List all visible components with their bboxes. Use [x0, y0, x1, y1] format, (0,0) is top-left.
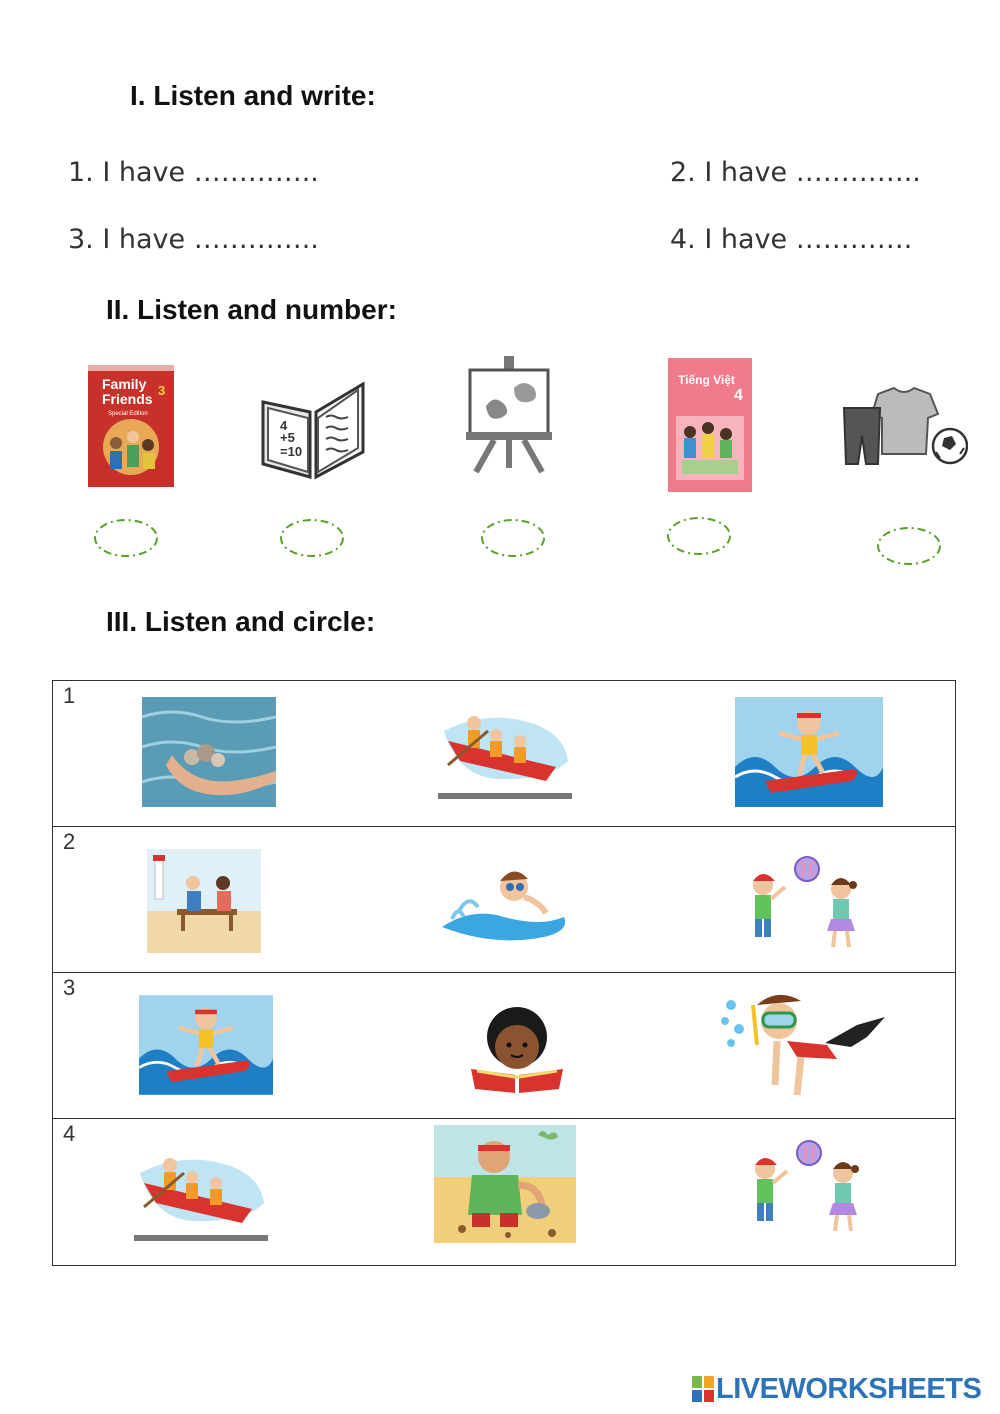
write-line-3[interactable]: 3. I have ………….. [68, 224, 319, 255]
write-line-4[interactable]: 4. I have …………. [670, 224, 913, 255]
math-book-icon [258, 372, 368, 482]
svg-text:4: 4 [734, 387, 743, 404]
table-row [53, 973, 955, 1119]
kids-playing-ball[interactable] [743, 1135, 875, 1241]
canoe-family[interactable] [134, 1137, 268, 1243]
table-row [53, 681, 955, 827]
svg-text:=10: =10 [280, 444, 303, 459]
brand-name: LIVEWORKSHEETS [716, 1372, 982, 1405]
hands-holding-shells[interactable] [142, 697, 276, 807]
answer-oval-5[interactable] [876, 526, 942, 566]
row-number: 3 [63, 975, 76, 1000]
liveworksheets-mark-icon [692, 1376, 714, 1402]
svg-text:Special Edition: Special Edition [108, 411, 148, 417]
answer-oval-3[interactable] [480, 518, 546, 558]
svg-text:Tiếng Việt: Tiếng Việt [678, 373, 735, 387]
liveworksheets-logo [692, 1374, 981, 1404]
pe-clothes-and-ball-icon [842, 384, 968, 472]
tieng-viet-book-cover [668, 358, 752, 492]
answer-oval-2[interactable] [279, 518, 345, 558]
section-title-listen-circle: III. Listen and circle: [106, 606, 376, 637]
row-number: 1 [63, 683, 76, 708]
easel-painting-icon [466, 356, 552, 474]
svg-text:4: 4 [280, 418, 288, 433]
svg-text:+5: +5 [280, 430, 295, 445]
section-title-listen-number: II. Listen and number: [106, 294, 397, 325]
answer-oval-1[interactable] [93, 518, 159, 558]
boy-swimming[interactable] [438, 857, 568, 947]
boy-surfing[interactable] [139, 987, 273, 1103]
write-line-2[interactable]: 2. I have ………….. [670, 157, 921, 188]
family-and-friends-book-cover [88, 365, 174, 487]
answer-oval-4[interactable] [666, 516, 732, 556]
table-row [53, 827, 955, 973]
couple-on-beach-bench[interactable] [147, 849, 261, 953]
canoe-family[interactable] [438, 695, 572, 801]
svg-text:Friends: Friends [102, 391, 153, 407]
boy-snorkelling[interactable] [717, 985, 889, 1107]
row-number: 4 [63, 1121, 76, 1146]
kids-playing-ball[interactable] [741, 851, 873, 957]
listen-circle-table [52, 680, 956, 1266]
boy-reading-book[interactable] [465, 1003, 569, 1093]
write-line-1[interactable]: 1. I have ………….. [68, 157, 319, 188]
section-title-listen-write: I. Listen and write: [130, 80, 376, 111]
svg-text:3: 3 [158, 383, 166, 398]
row-number: 2 [63, 829, 76, 854]
boy-surfing[interactable] [735, 697, 883, 807]
boy-collecting-shells[interactable] [434, 1125, 576, 1243]
svg-text:Family: Family [102, 376, 147, 392]
table-row [53, 1119, 955, 1265]
